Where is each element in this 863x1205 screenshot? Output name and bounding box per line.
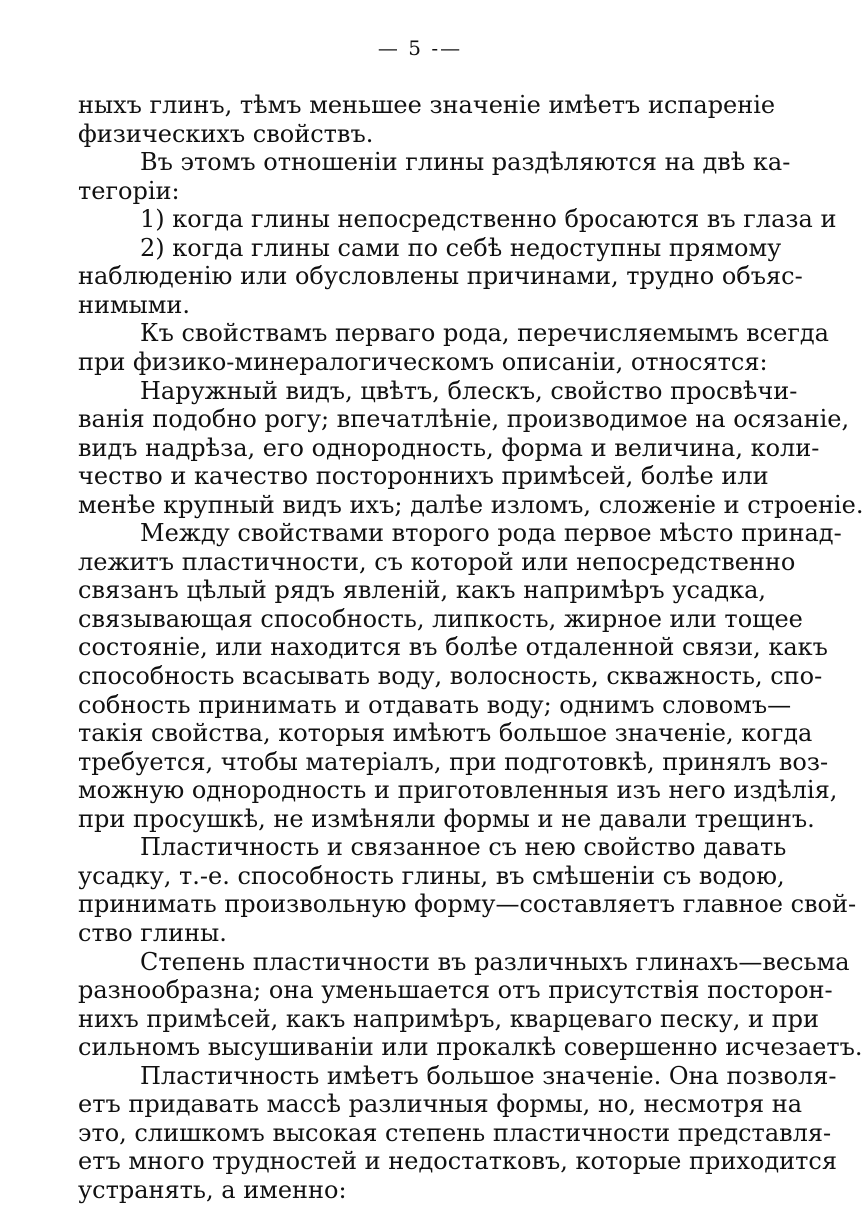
text-line: это, слишкомъ высокая степень пластичности представля- [78, 1118, 832, 1147]
text-line: связанъ цѣлый рядъ явленій, какъ напримѣръ усадка, [78, 576, 766, 605]
text-line: ныхъ глинъ, тѣмъ меньшее значеніе имѣетъ испареніе [78, 91, 776, 119]
text-line: Пластичность и связанное съ нею свойство давать [140, 833, 787, 862]
text-line: при просушкѣ, не измѣняли формы и не давали трещинъ. [78, 804, 815, 833]
text-line: связывающая способность, липкость, жирное или тощее [78, 604, 803, 633]
text-line: Между свойствами второго рода первое мѣсто принад- [140, 519, 842, 548]
text-line: чество и качество посторонниxъ примѣсей, болѣе или [78, 462, 769, 491]
text-line: 1) когда глины непосредственно бросаются въ глаза и [140, 205, 837, 234]
text-line: требуется, чтобы матеріалъ, при подготовкѣ, принялъ воз- [78, 747, 829, 776]
text-line: нихъ примѣсей, какъ напримѣръ, кварцеваго песку, и при [78, 1004, 820, 1033]
text-line: устранять, а именно: [78, 1175, 347, 1204]
text-line: разнообразна; она уменьшается отъ присутствія посторон- [78, 976, 833, 1005]
text-line: собность принимать и отдавать воду; однимъ словомъ— [78, 690, 792, 719]
text-line: наблюденію или обусловлены причинами, трудно объяс- [78, 262, 803, 291]
text-line: видъ надрѣза, его однородность, форма и величина, коли- [78, 433, 820, 462]
text-line: принимать произвольную форму—составляетъ главное свой- [78, 890, 857, 919]
text-line: способность всасывать воду, волосность, скважность, спо- [78, 662, 823, 690]
text-line: при физико-минералогическомъ описаніи, относятся: [78, 347, 768, 376]
text-line: физическихъ свойствъ. [78, 119, 374, 148]
text-line: Въ этомъ отношеніи глины раздѣляются на двѣ ка- [140, 148, 791, 177]
text-line: Пластичность имѣетъ большое значеніе. Она позволя- [140, 1061, 837, 1090]
text-line: Наружный видъ, цвѣтъ, блескъ, свойство просвѣчи- [140, 376, 798, 405]
text-line: можную однородность и приготовленныя изъ него издѣлія, [78, 776, 838, 805]
text-line: Степень пластичности въ различныхъ глинахъ—весьма [140, 947, 850, 976]
text-line: состояніе, или находится въ болѣе отдаленной связи, какъ [78, 633, 828, 662]
text-line: такія свойства, которыя имѣютъ большое значеніе, когда [78, 719, 813, 748]
page-number: — 5 -— [377, 36, 463, 60]
text-line: 2) когда глины сами по себѣ недоступны прямому [140, 233, 782, 262]
text-line: нимыми. [78, 290, 191, 319]
text-line: менѣе крупный видъ ихъ; далѣе изломъ, сложеніе и строеніе. [78, 490, 863, 519]
text-line: усадку, т.-е. способность глины, въ смѣшеніи съ водою, [78, 861, 785, 890]
text-line: ванія подобно рогу; впечатлѣніе, производимое на осязаніе, [78, 405, 850, 434]
text-line: етъ придавать массѣ различныя формы, но, несмотря на [78, 1090, 803, 1119]
text-line: етъ много трудностей и недостатковъ, которые приходится [78, 1147, 837, 1176]
text-line: сильномъ высушиваніи или прокалкѣ совершенно исчезаетъ. [78, 1033, 863, 1062]
text-line: тегоріи: [78, 176, 180, 205]
text-line: Къ свойствамъ перваго рода, перечисляемымъ всегда [140, 319, 829, 348]
text-line: лежитъ пластичности, съ которой или непосредственно [78, 547, 796, 576]
text-line: ство глины. [78, 918, 227, 947]
